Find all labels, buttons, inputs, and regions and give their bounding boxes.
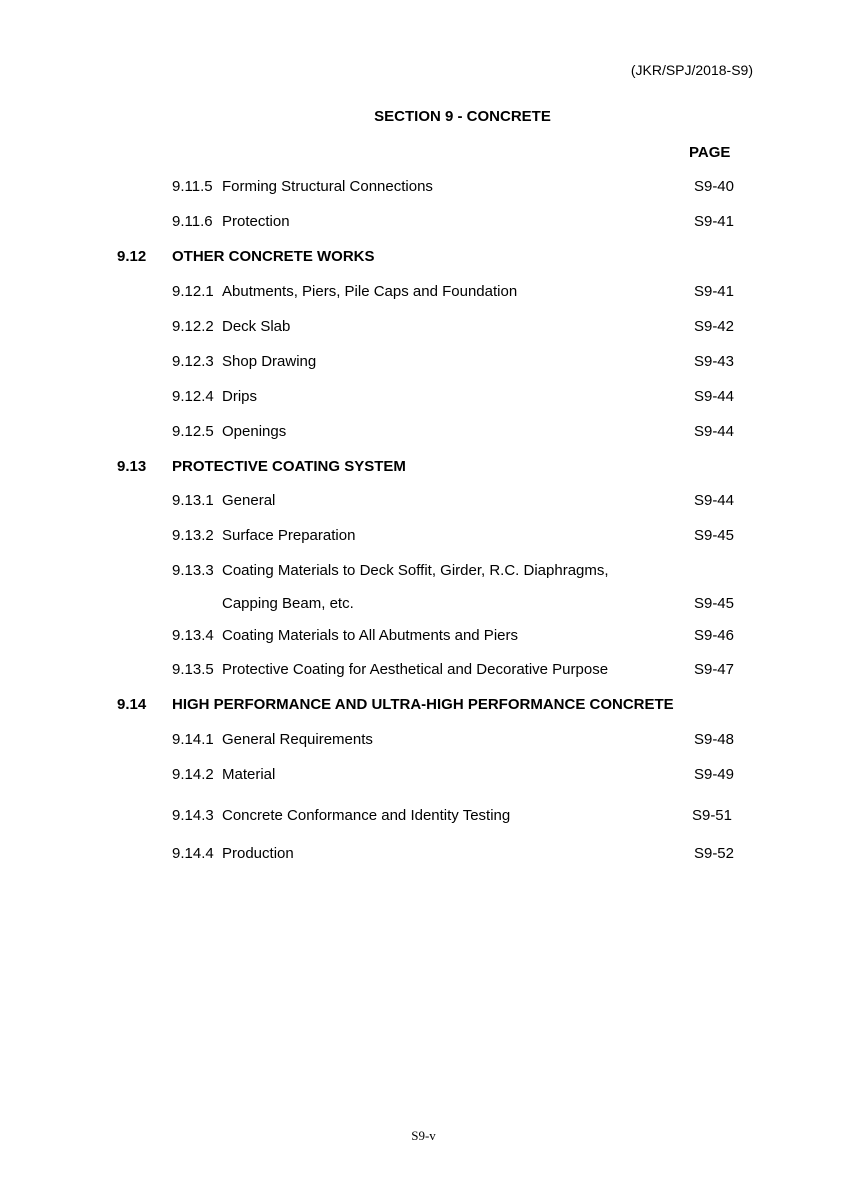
toc-entry-title: Forming Structural Connections xyxy=(222,178,433,195)
toc-entry-page: S9-45 xyxy=(693,595,734,612)
toc-entry-title: General Requirements xyxy=(222,731,373,748)
toc-entry xyxy=(0,282,847,302)
toc-section-title: HIGH PERFORMANCE AND ULTRA-HIGH PERFORMANCE CONCRETE xyxy=(172,696,674,713)
toc-entry-title: Capping Beam, etc. xyxy=(222,595,354,612)
document-reference: (JKR/SPJ/2018-S9) xyxy=(630,62,753,78)
toc-entry-title: Coating Materials to Deck Soffit, Girder, R.C. Diaphragms, xyxy=(222,562,609,579)
toc-entry-page: S9-41 xyxy=(693,213,734,230)
toc-entry-number: 9.12.2 xyxy=(172,318,214,335)
toc-section-heading xyxy=(0,457,847,477)
toc-section-title: OTHER CONCRETE WORKS xyxy=(172,248,375,265)
toc-entry-page: S9-44 xyxy=(693,423,734,440)
toc-entry-page: S9-48 xyxy=(693,731,734,748)
toc-entry xyxy=(0,806,847,826)
toc-entry-page: S9-47 xyxy=(693,661,734,678)
toc-entry xyxy=(0,561,847,581)
toc-entry-number: 9.13.3 xyxy=(172,562,214,579)
toc-entry-page: S9-42 xyxy=(693,318,734,335)
toc-entry-title: Coating Materials to All Abutments and Piers xyxy=(222,627,518,644)
toc-entry-number: 9.14.4 xyxy=(172,845,214,862)
toc-entry-page: S9-43 xyxy=(693,353,734,370)
toc-entry-number: 9.12.4 xyxy=(172,388,214,405)
toc-entry-page: S9-51 xyxy=(691,807,732,824)
toc-entry-number: 9.11.6 xyxy=(172,213,213,230)
toc-entry xyxy=(0,660,847,680)
toc-entry-title: Abutments, Piers, Pile Caps and Foundation xyxy=(222,283,518,300)
toc-entry-continuation xyxy=(0,594,847,614)
toc-entry-number: 9.12.3 xyxy=(172,353,214,370)
toc-entry xyxy=(0,352,847,372)
toc-entry-number: 9.14.1 xyxy=(172,731,214,748)
toc-section-number: 9.13 xyxy=(117,458,147,475)
toc-section-number: 9.14 xyxy=(117,696,147,713)
toc-entry-page: S9-40 xyxy=(693,178,734,195)
toc-entry-title: Surface Preparation xyxy=(222,527,356,544)
toc-entry-title: Protection xyxy=(222,213,290,230)
toc-entry-title: Protective Coating for Aesthetical and Decorative Purpose xyxy=(222,661,609,678)
toc-entry-title: Production xyxy=(222,845,294,862)
toc-entry xyxy=(0,317,847,337)
toc-entry-number: 9.12.5 xyxy=(172,423,214,440)
toc-entry-title: General xyxy=(222,492,276,509)
toc-entry xyxy=(0,177,847,197)
toc-entry-page: S9-46 xyxy=(693,627,734,644)
toc-entry xyxy=(0,212,847,232)
toc-entry-number: 9.13.2 xyxy=(172,527,214,544)
toc-entry-page: S9-41 xyxy=(693,283,734,300)
page-number: S9-v xyxy=(411,1128,436,1143)
toc-entry-page: S9-44 xyxy=(693,492,734,509)
toc-entry-page: S9-44 xyxy=(693,388,734,405)
toc-entry-title: Concrete Conformance and Identity Testing xyxy=(222,807,511,824)
toc-entry-title: Drips xyxy=(222,388,258,405)
toc-entry xyxy=(0,422,847,442)
page-column-header: PAGE xyxy=(689,144,731,161)
toc-section-heading xyxy=(0,247,847,267)
toc-entry-number: 9.12.1 xyxy=(172,283,214,300)
toc-entry xyxy=(0,730,847,750)
toc-entry-page: S9-52 xyxy=(693,845,734,862)
toc-section-number: 9.12 xyxy=(117,248,147,265)
toc-entry-number: 9.13.1 xyxy=(172,492,214,509)
toc-entry xyxy=(0,491,847,511)
toc-section-heading xyxy=(0,695,847,715)
toc-entry-number: 9.11.5 xyxy=(172,178,213,195)
section-title: SECTION 9 - CONCRETE xyxy=(374,108,551,125)
toc-entry-number: 9.14.2 xyxy=(172,766,214,783)
toc-entry xyxy=(0,387,847,407)
toc-entry-number: 9.14.3 xyxy=(172,807,214,824)
toc-entry-number: 9.13.5 xyxy=(172,661,214,678)
toc-entry-number: 9.13.4 xyxy=(172,627,214,644)
toc-section-title: PROTECTIVE COATING SYSTEM xyxy=(172,458,406,475)
toc-entry-title: Material xyxy=(222,766,276,783)
toc-entry-page: S9-49 xyxy=(693,766,734,783)
toc-entry xyxy=(0,844,847,864)
toc-entry xyxy=(0,765,847,785)
toc-entry-title: Deck Slab xyxy=(222,318,291,335)
toc-entry-title: Shop Drawing xyxy=(222,353,317,370)
toc-entry xyxy=(0,626,847,646)
toc-entry-title: Openings xyxy=(222,423,287,440)
toc-entry-page: S9-45 xyxy=(693,527,734,544)
toc-entry xyxy=(0,526,847,546)
